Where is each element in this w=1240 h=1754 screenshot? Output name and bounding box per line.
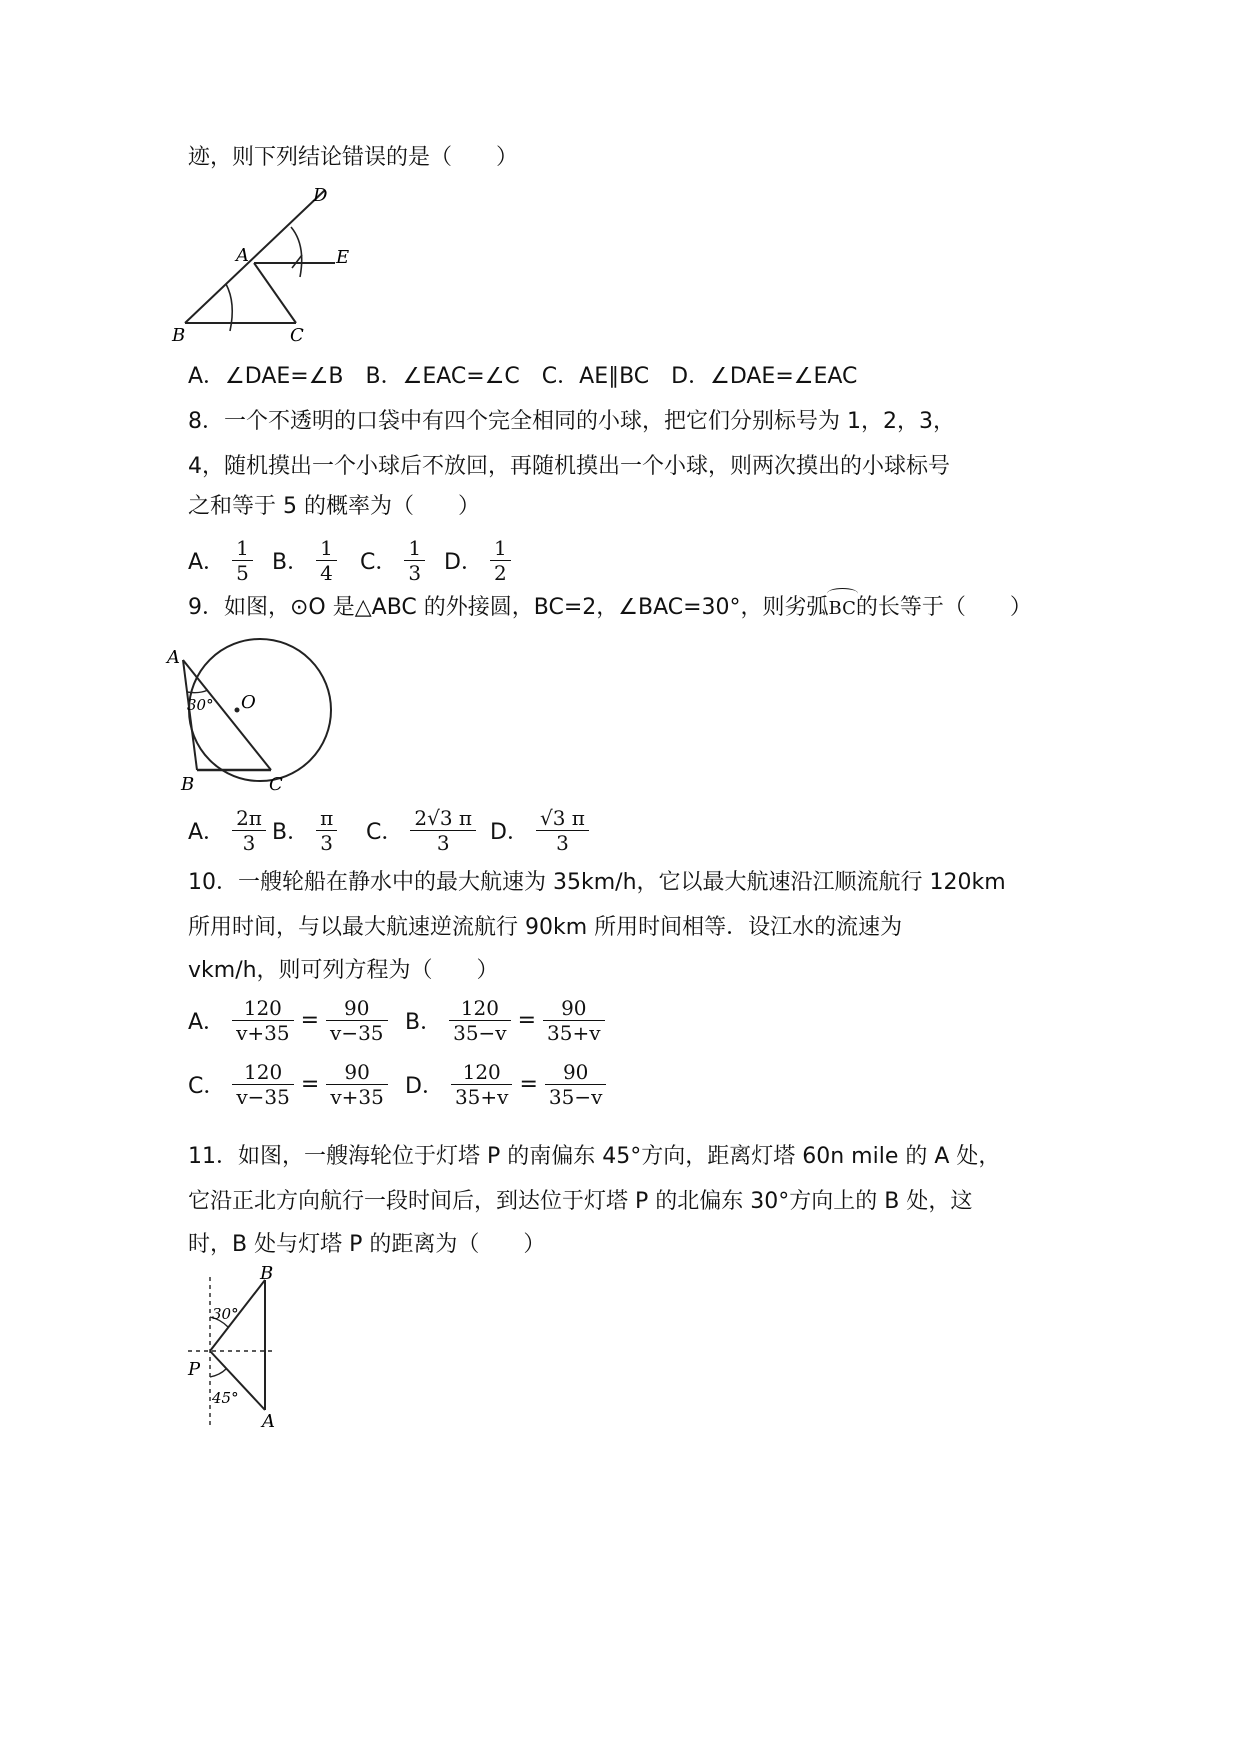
q10-option-d[interactable] (405, 1060, 606, 1109)
q10-d-rd: 35−v (548, 1085, 603, 1109)
q7-label-e: E (336, 247, 350, 268)
q8-b-num: 1 (316, 536, 337, 561)
q8-a-num: 1 (232, 536, 253, 561)
q9-stem (188, 593, 1032, 624)
q10-d-ln: 120 (451, 1060, 513, 1085)
q8-option-c-label: C． (360, 550, 398, 575)
q9-figure (167, 640, 345, 800)
q10-option-a-label: A． (188, 1010, 226, 1035)
q10-option-a[interactable] (188, 996, 388, 1045)
q10-a-ln: 120 (232, 996, 294, 1021)
q9-option-b-label: B． (272, 820, 310, 845)
q7-label-b: B (172, 325, 186, 346)
q10-c-rn: 90 (326, 1060, 388, 1085)
q11-label-angle-top: 30° (212, 1305, 239, 1323)
q7-stem-tail: 迹，则下列结论错误的是（ ） (188, 145, 519, 170)
q10-c-ld: v−35 (236, 1085, 290, 1109)
q8-option-a-label: A． (188, 550, 226, 575)
q10-option-b-label: B． (405, 1010, 443, 1035)
q8-option-c[interactable] (360, 536, 425, 585)
q10-b-eq: = (517, 1008, 537, 1033)
q8-b-den: 4 (320, 561, 333, 585)
q8-d-num: 1 (490, 536, 511, 561)
q10-b-ln: 120 (449, 996, 511, 1021)
q7-label-d: D (313, 185, 328, 206)
q9-stem-b: 的长等于（ ） (855, 595, 1032, 620)
q11-figure (180, 1263, 300, 1465)
q9-option-c-label: C． (366, 820, 404, 845)
q9-label-c: C (269, 774, 283, 795)
q10-option-c-label: C． (188, 1074, 226, 1099)
q10-a-eq: = (300, 1008, 320, 1033)
q10-option-d-label: D． (405, 1074, 444, 1099)
q8-line3: 之和等于 5 的概率为（ ） (188, 494, 480, 519)
q9-b-num: π (316, 806, 337, 831)
q10-c-rd: v+35 (330, 1085, 384, 1109)
q8-option-d[interactable] (444, 536, 511, 585)
q10-b-rd: 35+v (547, 1021, 601, 1045)
q8-c-num: 1 (404, 536, 425, 561)
q10-line2: 所用时间，与以最大航速逆流航行 90km 所用时间相等．设江水的流速为 (188, 915, 903, 940)
q7-label-c: C (290, 325, 304, 346)
q7-figure (172, 185, 380, 346)
q8-option-b-label: B． (272, 550, 310, 575)
q8-line2: 4，随机摸出一个小球后不放回，再随机摸出一个小球，则两次摸出的小球标号 (188, 454, 950, 479)
q9-option-a[interactable] (188, 806, 266, 855)
q9-a-num: 2π (232, 806, 266, 831)
q9-arc-bc: BC (829, 594, 856, 624)
q9-label-a: A (167, 647, 180, 668)
q10-d-eq: = (519, 1072, 538, 1097)
q9-label-o: O (241, 692, 256, 713)
q10-a-rn: 90 (326, 996, 388, 1021)
q9-option-c[interactable] (366, 806, 476, 855)
q10-option-b[interactable] (405, 996, 605, 1045)
q10-c-eq: = (300, 1072, 320, 1097)
q8-option-a[interactable] (188, 536, 253, 585)
q10-b-rn: 90 (543, 996, 605, 1021)
q11-label-b: B (260, 1263, 274, 1284)
q10-option-c[interactable] (188, 1060, 388, 1109)
q10-b-ld: 35−v (453, 1021, 507, 1045)
q9-d-den: 3 (556, 831, 569, 855)
q10-line3: vkm/h，则可列方程为（ ） (188, 958, 499, 983)
q9-option-a-label: A． (188, 820, 226, 845)
q10-c-ln: 120 (232, 1060, 294, 1085)
q11-label-angle-bottom: 45° (212, 1389, 239, 1407)
q9-c-num: 2√3 π (410, 806, 476, 831)
q8-line1: 8．一个不透明的口袋中有四个完全相同的小球，把它们分别标号为 1，2，3， (188, 409, 955, 434)
q9-stem-a: 9．如图，⊙O 是△ABC 的外接圆，BC=2，∠BAC=30°，则劣弧 (188, 595, 829, 620)
q9-d-num: √3 π (536, 806, 589, 831)
q9-option-d-label: D． (490, 820, 529, 845)
q11-label-a: A (262, 1411, 275, 1432)
q11-line1: 11．如图，一艘海轮位于灯塔 P 的南偏东 45°方向，距离灯塔 60n mile 的 A 处， (188, 1144, 1001, 1169)
q7-label-a: A (236, 245, 249, 266)
q8-c-den: 3 (408, 561, 422, 585)
q9-c-den: 3 (436, 831, 450, 855)
q9-label-b: B (181, 774, 195, 795)
q9-a-den: 3 (242, 831, 256, 855)
q10-a-rd: v−35 (330, 1021, 384, 1045)
q8-d-den: 2 (493, 561, 507, 585)
q11-line2: 它沿正北方向航行一段时间后，到达位于灯塔 P 的北偏东 30°方向上的 B 处，这 (188, 1189, 973, 1214)
q8-a-den: 5 (236, 561, 249, 585)
q9-label-angle: 30° (187, 696, 214, 714)
q10-a-ld: v+35 (236, 1021, 290, 1045)
q11-line3: 时，B 处与灯塔 P 的距离为（ ） (188, 1232, 546, 1257)
q10-d-rn: 90 (545, 1060, 607, 1085)
q10-line1: 10．一艘轮船在静水中的最大航速为 35km/h，它以最大航速沿江顺流航行 120km (188, 870, 1006, 895)
q8-option-b[interactable] (272, 536, 337, 585)
q7-options: A．∠DAE=∠B B．∠EAC=∠C C．AE∥BC D．∠DAE=∠EAC (188, 364, 858, 389)
q10-d-ld: 35+v (454, 1085, 509, 1109)
q9-option-b[interactable] (272, 806, 337, 855)
q9-option-d[interactable] (490, 806, 589, 855)
q8-option-d-label: D． (444, 550, 483, 575)
q9-b-den: 3 (320, 831, 334, 855)
q11-label-p: P (188, 1359, 201, 1380)
